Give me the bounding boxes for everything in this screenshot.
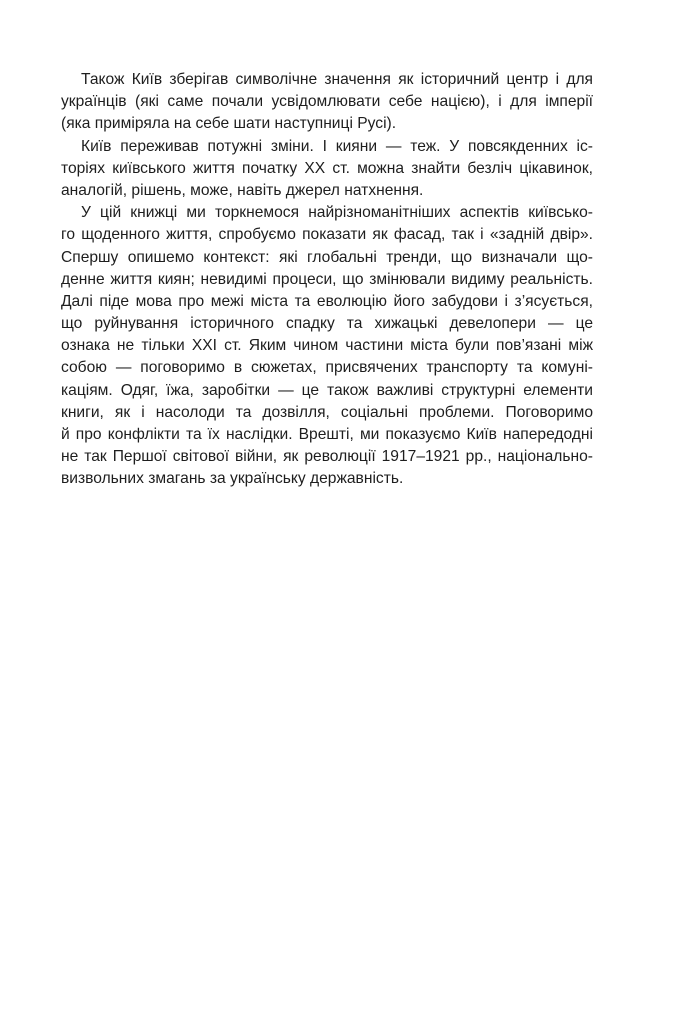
text-line: аналогій, рішень, може, навіть джерел натхнення. bbox=[61, 181, 424, 199]
text-line: Далі піде мова про межі міста та еволюцію його забудови і з’ясується, bbox=[61, 292, 593, 310]
text-line: не так Першої світової війни, як революції 1917–1921 рр., національно- bbox=[61, 448, 593, 466]
text-line: визвольних змагань за українську державність. bbox=[61, 470, 404, 488]
text-line: каціям. Одяг, їжа, заробітки — це також важливі структурні елементи bbox=[61, 381, 593, 399]
text-line: торіях київського життя початку XX ст. можна знайти безліч цікавинок, bbox=[61, 159, 593, 177]
text-line: книги, як і насолоди та дозвілля, соціальні проблеми. Поговоримо bbox=[61, 403, 593, 421]
paragraph-2 bbox=[61, 136, 593, 203]
text-line: денне життя киян; невидимі процеси, що змінювали видиму реальність. bbox=[61, 270, 593, 288]
text-line: Київ переживав потужні зміни. І кияни — теж. У повсякденних іс- bbox=[81, 137, 593, 155]
text-line: собою — поговоримо в сюжетах, присвячених транспорту та комуні- bbox=[61, 359, 593, 377]
text-line: що руйнування історичного спадку та хижацькі девелопери — це bbox=[61, 315, 593, 333]
text-line: (яка приміряла на себе шати наступниці Русі). bbox=[61, 115, 397, 133]
text-line: українців (які саме почали усвідомлювати себе нацією), і для імперії bbox=[61, 93, 593, 111]
text-line: й про конфлікти та їх наслідки. Врешті, ми показуємо Київ напередодні bbox=[61, 426, 593, 443]
text-line: У цій книжці ми торкнемося найрізноманітніших аспектів київсько- bbox=[81, 204, 593, 222]
document-page bbox=[61, 69, 593, 491]
paragraph-1 bbox=[61, 69, 593, 136]
text-line: ознака не тільки XXI ст. Яким чином частини міста були пов’язані між bbox=[61, 337, 593, 355]
text-line: Також Київ зберігав символічне значення як історичний центр і для bbox=[81, 71, 593, 88]
paragraph-3 bbox=[61, 202, 593, 490]
text-line: Спершу опишемо контекст: які глобальні тренди, що визначали що- bbox=[61, 248, 593, 266]
text-line: го щоденного життя, спробуємо показати як фасад, так і «задній двір». bbox=[61, 226, 593, 244]
